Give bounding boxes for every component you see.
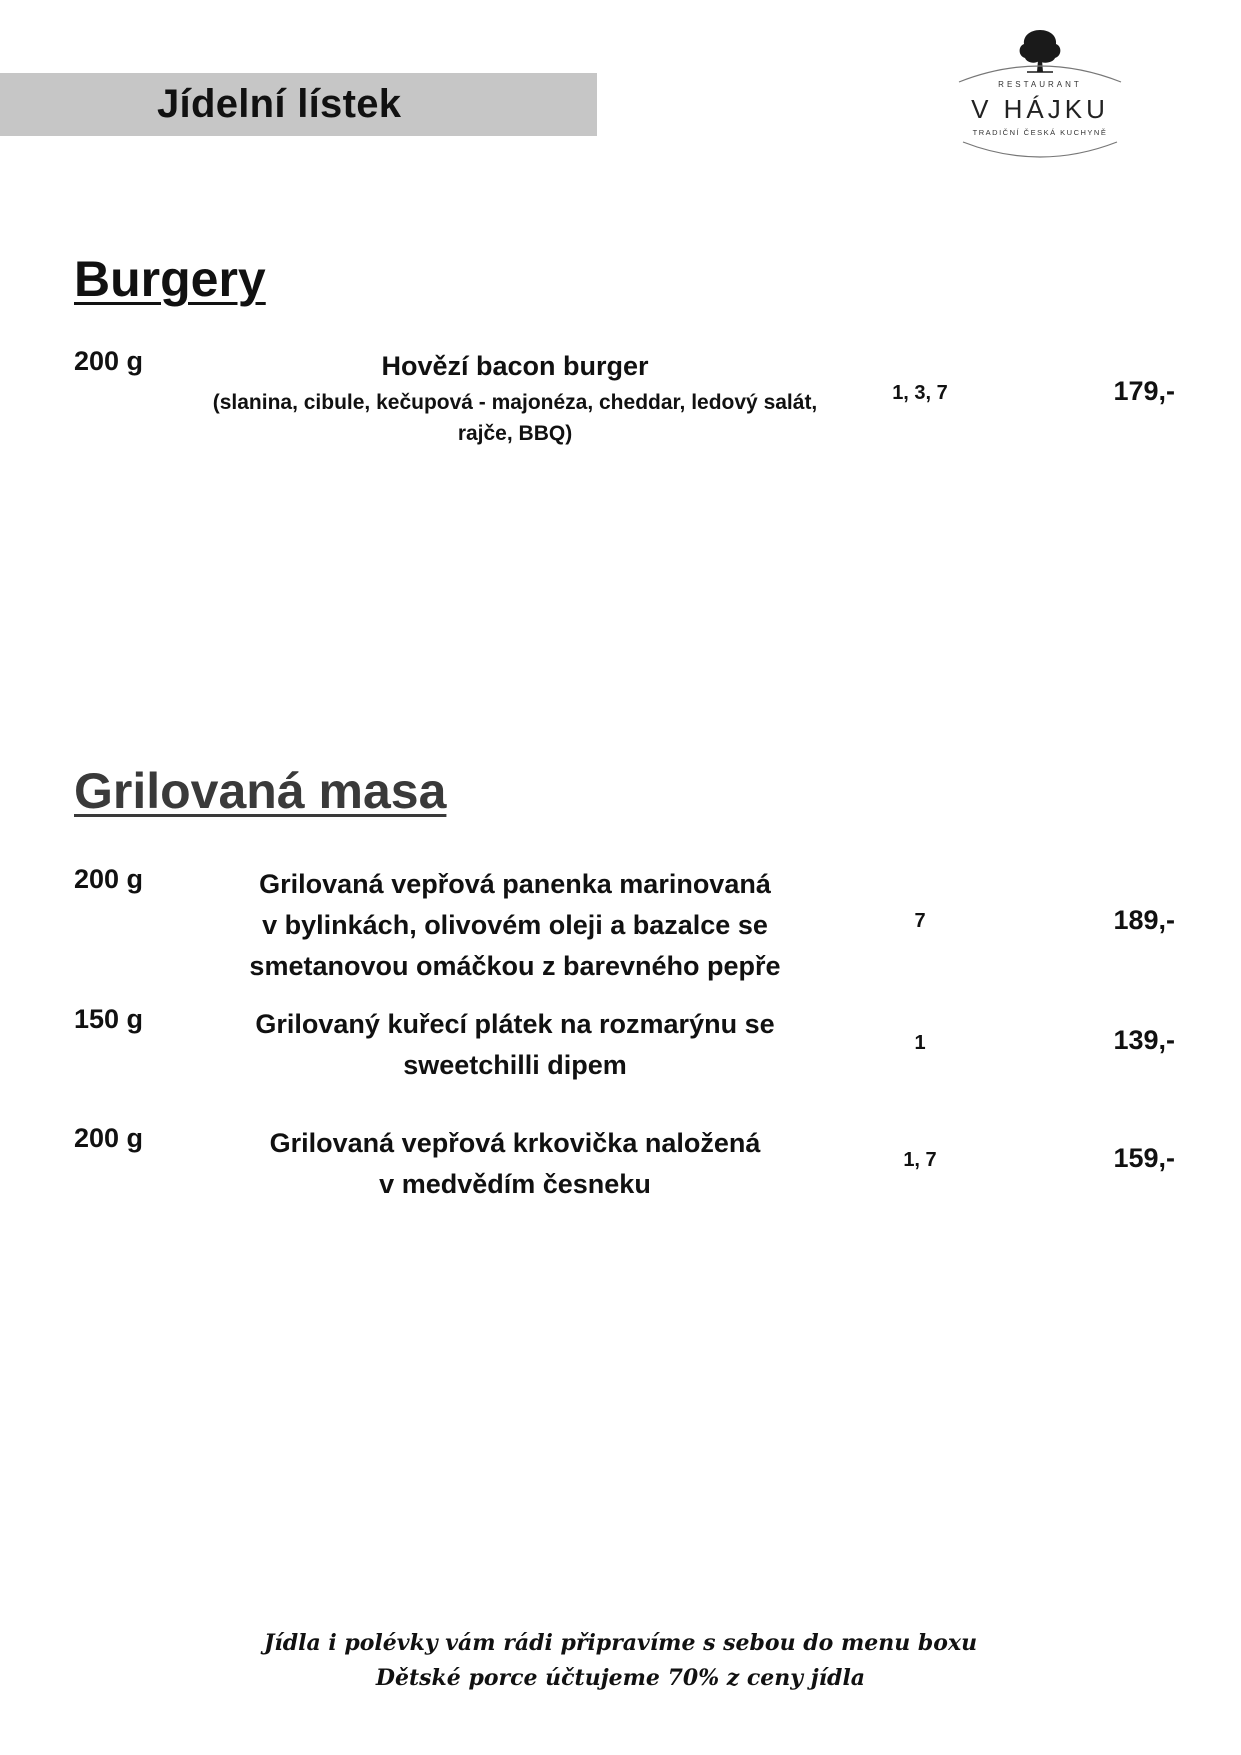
item-detail-line: rajče, BBQ) — [457, 422, 573, 445]
item-name-line: sweetchilli dipem — [403, 1050, 627, 1080]
item-description — [195, 1123, 835, 1205]
item-description — [195, 1004, 835, 1086]
item-weight: 200 g — [74, 1123, 144, 1153]
item-weight: 150 g — [74, 1004, 144, 1034]
item-price: 189,- — [1113, 905, 1175, 935]
footer-note-takeaway: Jídla i polévky vám rádi připravíme s sebou do menu boxu — [263, 1630, 978, 1656]
section-title-grilovana-masa: Grilovaná masa — [74, 763, 447, 819]
logo-tagline: TRADIČNÍ ČESKÁ KUCHYNĚ — [972, 128, 1108, 137]
item-price: 159,- — [1113, 1143, 1175, 1173]
item-allergens: 1 — [914, 1032, 926, 1054]
footer-note-kids-portion: Dětské porce účtujeme 70% z ceny jídla — [375, 1665, 866, 1691]
logo-restaurant-label: RESTAURANT — [998, 80, 1082, 89]
item-weight: 200 g — [74, 864, 144, 894]
item-description — [195, 864, 835, 987]
item-detail-line: (slanina, cibule, kečupová - majonéza, cheddar, ledový salát, — [212, 391, 818, 414]
page-title: Jídelní lístek — [157, 82, 402, 126]
item-allergens: 1, 3, 7 — [892, 382, 948, 404]
item-name-line: smetanovou omáčkou z barevného pepře — [249, 951, 781, 981]
item-name-line: v medvědím česneku — [379, 1169, 651, 1199]
item-price: 179,- — [1113, 376, 1175, 406]
item-allergens: 1, 7 — [903, 1149, 937, 1171]
item-allergens: 7 — [914, 910, 926, 932]
item-name-line: Grilovaný kuřecí plátek na rozmarýnu se — [255, 1009, 775, 1039]
item-price: 139,- — [1113, 1025, 1175, 1055]
section-title-burgery: Burgery — [74, 251, 266, 307]
header-bar — [0, 73, 597, 136]
item-name-line: v bylinkách, olivovém oleji a bazalce se — [262, 910, 768, 940]
item-description — [195, 346, 835, 449]
logo-name: V HÁJKU — [971, 94, 1109, 124]
item-name-line: Grilovaná vepřová panenka marinovaná — [259, 869, 771, 899]
item-weight: 200 g — [74, 346, 144, 376]
item-name-line: Grilovaná vepřová krkovička naložená — [269, 1128, 761, 1158]
restaurant-logo — [955, 26, 1125, 166]
logo-bottom-arc — [955, 138, 1125, 164]
item-name: Hovězí bacon burger — [381, 351, 649, 381]
